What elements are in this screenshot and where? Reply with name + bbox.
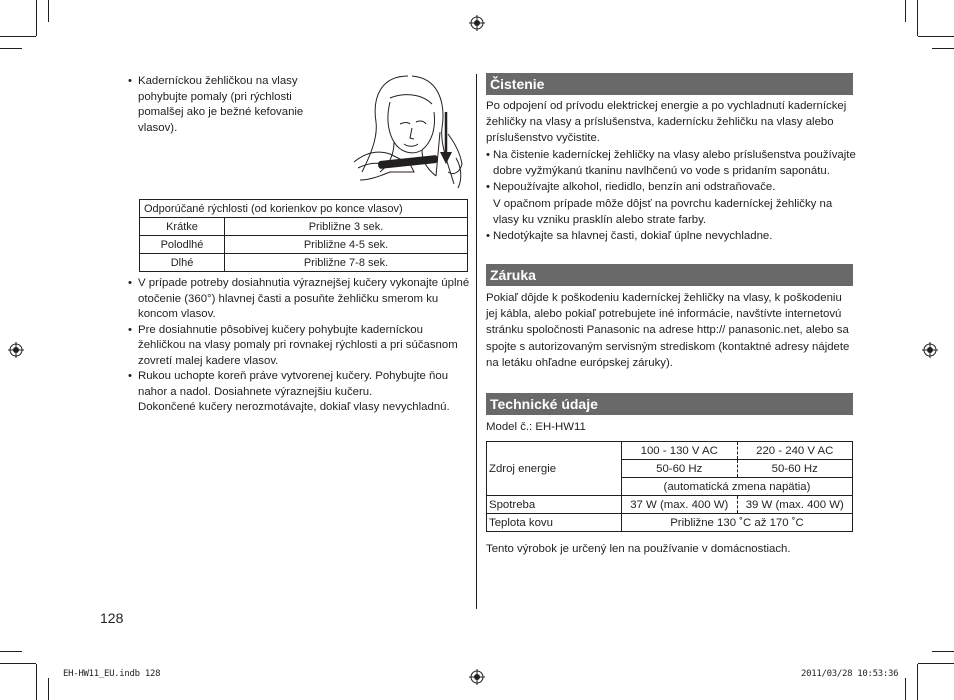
freq-a-cell: 50-60 Hz xyxy=(622,460,738,478)
voltage-b-cell: 220 - 240 V AC xyxy=(737,442,853,460)
table-row xyxy=(487,514,853,532)
section-heading-warranty: Záruka xyxy=(486,264,853,286)
consumption-b-cell: 39 W (max. 400 W) xyxy=(737,496,853,514)
voltage-a-cell: 100 - 130 V AC xyxy=(622,442,738,460)
crop-mark xyxy=(918,36,954,37)
speed-cell: Približne 7-8 sek. xyxy=(225,254,468,272)
list-item-continuation: V opačnom prípade môže dôjsť na povrchu kaderníckej žehličky na vlasy ku vzniku prasklín alebo strate farby. xyxy=(493,197,833,226)
household-note: Tento výrobok je určený len na používanie v domácnostiach. xyxy=(486,543,791,555)
list-item-text: Rukou uchopte koreň práve vytvorenej kučery. Pohybujte ňou nahor a nadol. Dosiahnete výraznejšiu kučeru. xyxy=(138,370,449,398)
crop-mark xyxy=(932,48,954,49)
slug-file-info: EH-HW11_EU.indb 128 xyxy=(63,669,161,679)
crop-mark xyxy=(917,664,918,700)
section-heading-cleaning: Čistenie xyxy=(486,73,853,95)
table-row xyxy=(487,442,853,460)
cleaning-intro: Po odpojení od prívodu elektrickej energie a po vychladnutí kaderníckej žehličky na vlasy a príslušenstva, kadernícku žehličku na vlasy alebo príslušenstvo vyčistite. xyxy=(486,100,847,145)
auto-voltage-note: (automatická zmena napätia) xyxy=(622,478,853,496)
list-item-text: Nepoužívajte alkohol, riedidlo, benzín ani odstraňovače. xyxy=(493,181,776,194)
crop-mark xyxy=(917,0,918,36)
crop-mark xyxy=(918,663,954,664)
crop-mark xyxy=(36,664,37,700)
slug-date-info: 2011/03/28 10:53:36 xyxy=(801,669,899,679)
table-row xyxy=(140,236,468,254)
table-row xyxy=(140,254,468,272)
cleaning-bullet-list xyxy=(486,147,856,244)
registration-mark-icon xyxy=(469,15,485,31)
registration-mark-icon xyxy=(922,342,938,358)
registration-mark-icon xyxy=(469,669,485,685)
hair-length-cell: Krátke xyxy=(140,218,225,236)
intro-bullet: • Kaderníckou žehličkou na vlasy pohybujte pomaly (pri rýchlosti pomalšej ako je bežné kefovanie vlasov). xyxy=(128,74,326,136)
list-item: • Pre dosiahnutie pôsobivej kučery pohybujte kaderníckou žehličkou na vlasy pomaly pri rovnakej rýchlosti a pri súčasnom zovretí malej kadere vlasov. xyxy=(128,323,473,370)
list-item: • Nedotýkajte sa hlavnej časti, dokiaľ úplne nevychladne. xyxy=(486,228,856,244)
crop-mark xyxy=(48,0,49,22)
list-item xyxy=(128,369,473,416)
list-item: • Na čistenie kaderníckej žehličky na vlasy alebo príslušenstva používajte dobre vyžmýkanú tkaninu navlhčenú vo vode s pridaním saponátu. xyxy=(486,147,856,179)
table-row xyxy=(140,218,468,236)
freq-b-cell: 50-60 Hz xyxy=(737,460,853,478)
consumption-a-cell: 37 W (max. 400 W) xyxy=(622,496,738,514)
crop-mark xyxy=(905,0,906,22)
crop-mark xyxy=(0,651,22,652)
warranty-text: Pokiaľ dôjde k poškodeniu kaderníckej žehličky na vlasy, k poškodeniu jej kábla, alebo pokiaľ potrebujete iné informácie, navštívte internetovú stránku spoločnosti Panasonic na adrese http:// panasonic.net, alebo sa spojte s autorizovaným servisným strediskom (kontaktné adresy nájdete na letáku ohľadne európskej záruky). xyxy=(486,292,850,369)
crop-mark xyxy=(932,651,954,652)
power-label-cell: Zdroj energie xyxy=(487,442,622,496)
speed-cell: Približne 4-5 sek. xyxy=(225,236,468,254)
crop-mark xyxy=(0,36,36,37)
consumption-label-cell: Spotreba xyxy=(487,496,622,514)
crop-mark xyxy=(0,48,22,49)
crop-mark xyxy=(36,0,37,36)
page-number: 128 xyxy=(100,610,124,626)
specs-table xyxy=(486,441,853,532)
speed-table xyxy=(139,199,468,272)
curl-tips-list xyxy=(128,276,473,416)
crop-mark xyxy=(48,678,49,700)
table-row xyxy=(487,496,853,514)
hair-iron-usage-illustration xyxy=(350,72,472,194)
speed-cell: Približne 3 sek. xyxy=(225,218,468,236)
speed-table-header: Odporúčané rýchlosti (od korienkov po konce vlasov) xyxy=(140,200,468,218)
list-item xyxy=(486,179,856,228)
temp-value-cell: Približne 130 ˚C až 170 ˚C xyxy=(622,514,853,532)
column-divider xyxy=(476,74,477,609)
list-item-continuation: Dokončené kučery nerozmotávajte, dokiaľ vlasy nevychladnú. xyxy=(138,401,450,413)
hair-length-cell: Polodlhé xyxy=(140,236,225,254)
crop-mark xyxy=(905,678,906,700)
registration-mark-icon xyxy=(8,342,24,358)
list-item: • V prípade potreby dosiahnutia výraznejšej kučery vykonajte úplné otočenie (360°) hlavnej časti a posuňte žehličku smerom ku koncom vlasov. xyxy=(128,276,473,323)
table-row xyxy=(140,200,468,218)
intro-bullet-list xyxy=(128,74,326,136)
hair-length-cell: Dlhé xyxy=(140,254,225,272)
crop-mark xyxy=(0,663,36,664)
model-number: Model č.: EH-HW11 xyxy=(486,421,586,433)
section-heading-specs: Technické údaje xyxy=(486,393,853,415)
temp-label-cell: Teplota kovu xyxy=(487,514,622,532)
